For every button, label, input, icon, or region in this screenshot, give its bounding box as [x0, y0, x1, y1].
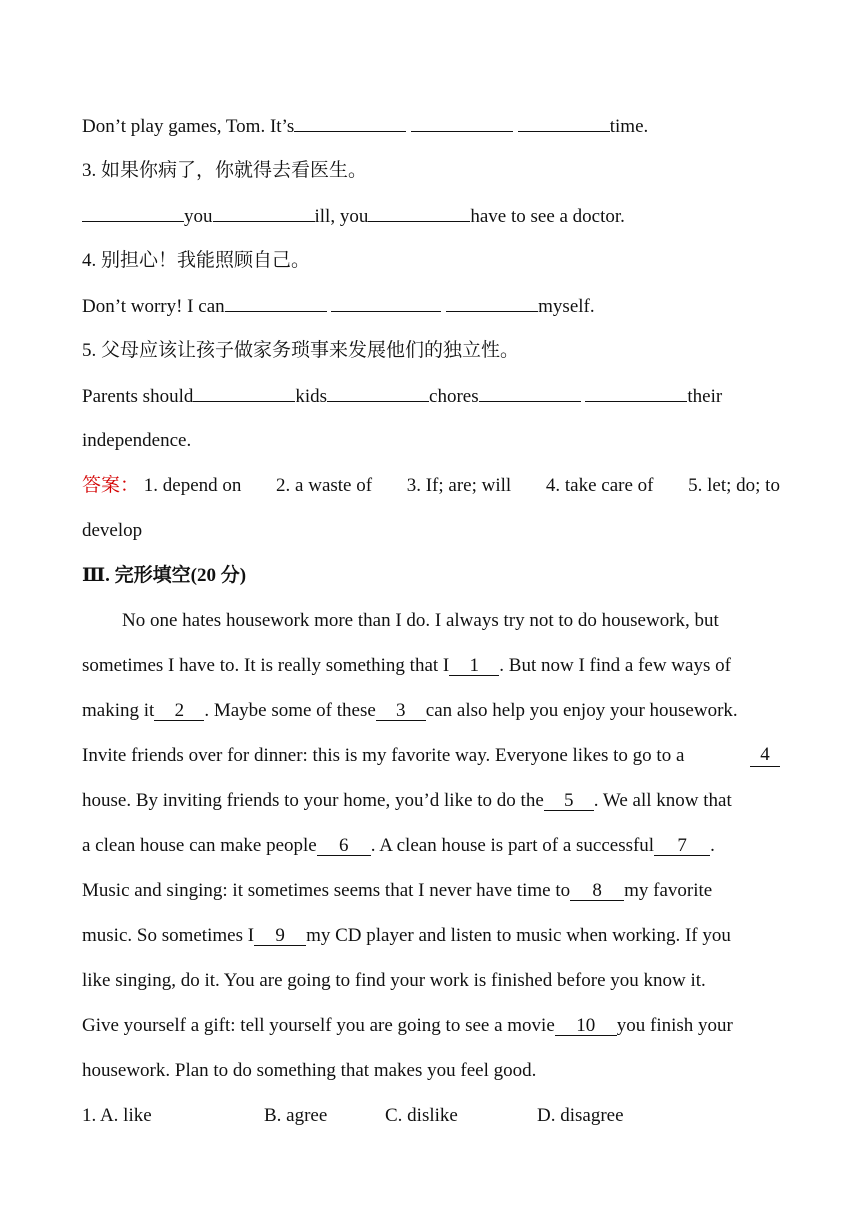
blank-number[interactable]: 10: [555, 1016, 617, 1036]
answer-blank[interactable]: [368, 205, 470, 222]
option-b[interactable]: B. agree: [264, 1105, 328, 1126]
q2-english-line: Don’t play games, Tom. It’s time.: [82, 116, 649, 137]
blank-number[interactable]: 3: [376, 701, 426, 721]
blank-number[interactable]: 4: [750, 745, 780, 767]
answer-blank[interactable]: [213, 205, 315, 222]
passage-line: music. So sometimes I 9 my CD player and listen to music when working. If you: [82, 925, 731, 946]
q4-chinese-prompt: 4. 别担心！我能照顾自己。: [82, 250, 311, 271]
q5-english-line: Parents should kids chores their: [82, 386, 723, 407]
blank-number[interactable]: 7: [654, 836, 710, 856]
answer-blank[interactable]: [294, 115, 406, 132]
answer-key-cont: develop: [82, 520, 143, 541]
option-a[interactable]: 1. A. like: [82, 1105, 152, 1126]
blank-number[interactable]: 8: [570, 881, 624, 901]
answer-blank[interactable]: [193, 385, 295, 402]
blank-number[interactable]: 5: [544, 791, 594, 811]
answer-blank[interactable]: [446, 295, 538, 312]
answer-blank[interactable]: [331, 295, 441, 312]
answer-blank[interactable]: [82, 205, 184, 222]
blank-number[interactable]: 2: [154, 701, 204, 721]
q3-chinese-prompt: 3. 如果你病了，你就得去看医生。: [82, 160, 368, 181]
passage-line: Music and singing: it sometimes seems that I never have time to 8 my favorite: [82, 880, 713, 901]
answer-blank[interactable]: [225, 295, 327, 312]
passage-line: Give yourself a gift: tell yourself you are going to see a movie 10 you finish your: [82, 1015, 733, 1036]
passage-line: house. By inviting friends to your home, you’d like to do the 5 . We all know that: [82, 790, 732, 811]
passage-line: No one hates housework more than I do. I always try not to do housework, but: [122, 610, 719, 631]
option-row: [82, 1105, 152, 1127]
passage-line: like singing, do it. You are going to find your work is finished before you know it.: [82, 970, 706, 991]
option-c[interactable]: C. dislike: [385, 1105, 458, 1126]
passage-line: a clean house can make people 6 . A clean house is part of a successful 7 .: [82, 835, 715, 856]
option-d[interactable]: D. disagree: [537, 1105, 624, 1126]
section-heading: Ⅲ. 完形填空(20 分): [82, 565, 247, 586]
passage-line: making it 2 . Maybe some of these 3 can also help you enjoy your housework.: [82, 700, 738, 721]
blank-number[interactable]: 6: [317, 836, 371, 856]
blank-number[interactable]: 1: [449, 656, 499, 676]
answer-blank[interactable]: [518, 115, 610, 132]
passage-line: Invite friends over for dinner: this is my favorite way. Everyone likes to go to a 4: [82, 745, 780, 767]
answer-blank[interactable]: [585, 385, 687, 402]
q5-english-line-cont: independence.: [82, 430, 192, 451]
passage-line: sometimes I have to. It is really something that I 1 . But now I find a few ways of: [82, 655, 731, 676]
passage-line: housework. Plan to do something that makes you feel good.: [82, 1060, 537, 1081]
answer-blank[interactable]: [411, 115, 513, 132]
answer-blank[interactable]: [327, 385, 429, 402]
blank-number[interactable]: 9: [254, 926, 306, 946]
q4-english-line: Don’t worry! I can myself.: [82, 296, 595, 317]
answer-key: 答案： 1. depend on 2. a waste of 3. If; are; will 4. take care of 5. let; do; to: [82, 475, 780, 496]
answer-blank[interactable]: [479, 385, 581, 402]
q5-chinese-prompt: 5. 父母应该让孩子做家务琐事来发展他们的独立性。: [82, 340, 520, 361]
q3-english-line: you ill, you have to see a doctor.: [82, 205, 625, 228]
answer-label: 答案：: [82, 475, 140, 496]
